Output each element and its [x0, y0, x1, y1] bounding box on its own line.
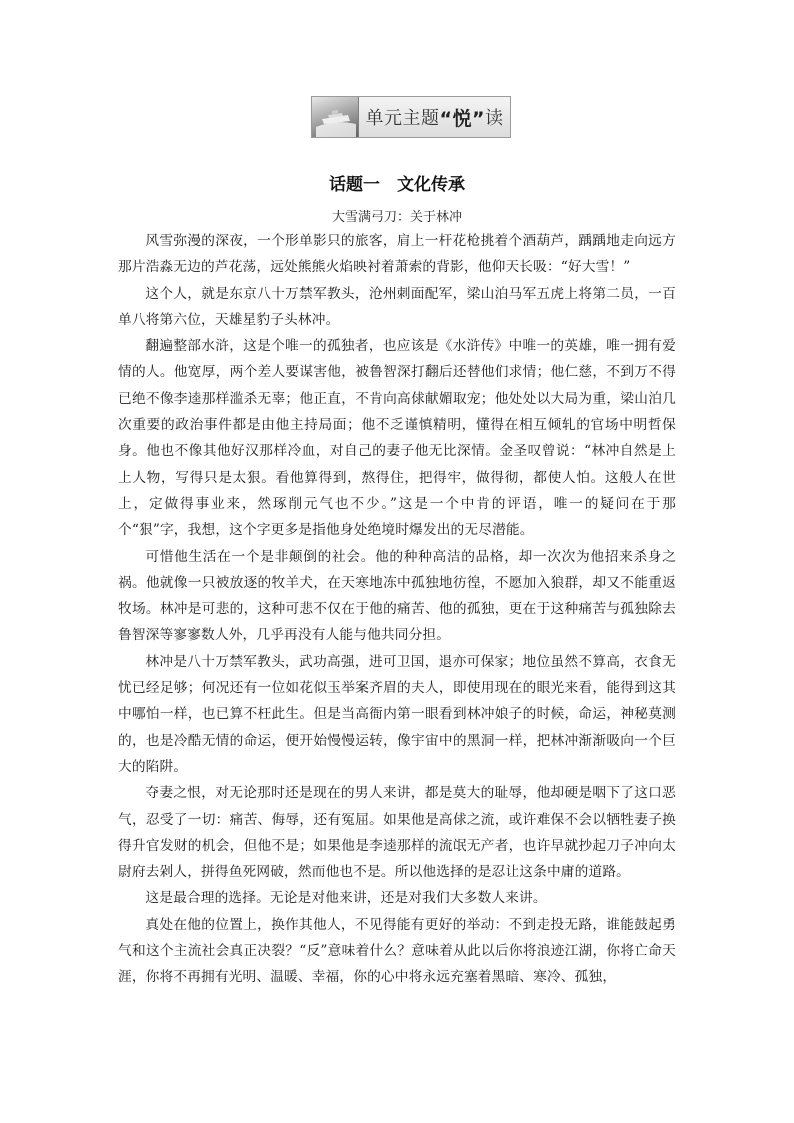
paragraph: 翻遍整部水浒，这是个唯一的孤独者，也应该是《水浒传》中唯一的英雄，唯一拥有爱情的人。他宽厚，两个差人要谋害他，被鲁智深打翻后还替他们求情；他仁慈，不到万不得已绝不像李逵那样滥杀无辜；他正直，不肯向高俅献媚取宠；他处处以大局为重，梁山泊几次重要的政治事件都是由他主持局面；他不乏谨慎精明，懂得在相互倾轧的官场中明哲保身。他也不像其他好汉那样冷血，对自己的妻子他无比深情。金圣叹曾说：“林冲自然是上上人物，写得只是太狠。看他算得到，熬得住，把得牢，做得彻，都使人怕。这般人在世上，定做得事业来，然琢削元气也不少。”这是一个中肯的评语，唯一的疑问在于那个“狠”字，我想，这个字更多是指他身处绝境时爆发出的无尽潜能。 [118, 338, 676, 539]
article-subtitle: 大雪满弓刀：关于林冲 [331, 210, 462, 225]
ship-sketch-icon [312, 97, 358, 137]
paragraph: 林冲是八十万禁军教头，武功高强，进可卫国，退亦可保家；地位虽然不算高，衣食无忧已经足够；何况还有一位如花似玉举案齐眉的夫人，即使用现在的眼光来看，能得到这其中哪怕一样，也已算不枉此生。但是当高衙内第一眼看到林冲娘子的时候，命运，神秘莫测的，也是冷酷无情的命运，便开始慢慢运转，像宇宙中的黑洞一样，把林冲渐渐吸向一个巨大的陷阱。 [118, 653, 676, 775]
banner-label-emphasis: “悦” [439, 107, 485, 130]
article-body [118, 228, 676, 991]
paragraph: 真处在他的位置上，换作其他人，不见得能有更好的举动：不到走投无路，谁能鼓起勇气和这个主流社会真正决裂？“反”意味着什么？意味着从此以后你将浪迹江湖，你将亡命天涯，你将不再拥有光明、温暖、幸福，你的心中将永远充塞着黑暗、寒冷、孤独， [118, 916, 676, 986]
banner-label-suffix: 读 [484, 108, 504, 129]
paragraph: 可惜他生活在一个是非颠倒的社会。他的种种高洁的品格，却一次次为他招来杀身之祸。他就像一只被放逐的牧羊犬，在天寒地冻中孤独地彷徨，不愿加入狼群，却又不能重返牧场。林冲是可悲的，这种可悲不仅在于他的痛苦、他的孤独，更在于这种痛苦与孤独除去鲁智深等寥寥数人外，几乎再没有人能与他共同分担。 [118, 548, 676, 644]
topic-title: 话题一 文化传承 [329, 175, 465, 195]
unit-theme-banner [311, 96, 511, 138]
banner-picture [312, 97, 359, 137]
banner-label [359, 97, 510, 137]
paragraph: 这个人，就是东京八十万禁军教头，沧州刺面配军，梁山泊马军五虎上将第二员，一百单八将第六位，天雄星豹子头林冲。 [118, 285, 676, 328]
paragraph: 这是最合理的选择。无论是对他来讲，还是对我们大多数人来讲。 [145, 890, 547, 907]
paragraph: 夺妻之恨，对无论那时还是现在的男人来讲，都是莫大的耻辱，他却硬是咽下了这口恶气，忍受了一切：痛苦、侮辱，还有冤屈。如果他是高俅之流，或许难保不会以牺牲妻子换得升官发财的机会，但他不是；如果他是李逵那样的流氓无产者，也许早就抄起刀子冲向太尉府去剁人，拼得鱼死网破，然而他也不是。所以他选择的是忍让这条中庸的道路。 [118, 785, 676, 881]
banner-label-prefix: 单元主题 [365, 108, 440, 129]
paragraph: 风雪弥漫的深夜，一个形单影只的旅客，肩上一杆花枪挑着个酒葫芦，踽踽地走向远方那片浩淼无边的芦花荡，远处熊熊火焰映衬着萧索的背影，他仰天长吸：“好大雪！” [118, 233, 676, 276]
